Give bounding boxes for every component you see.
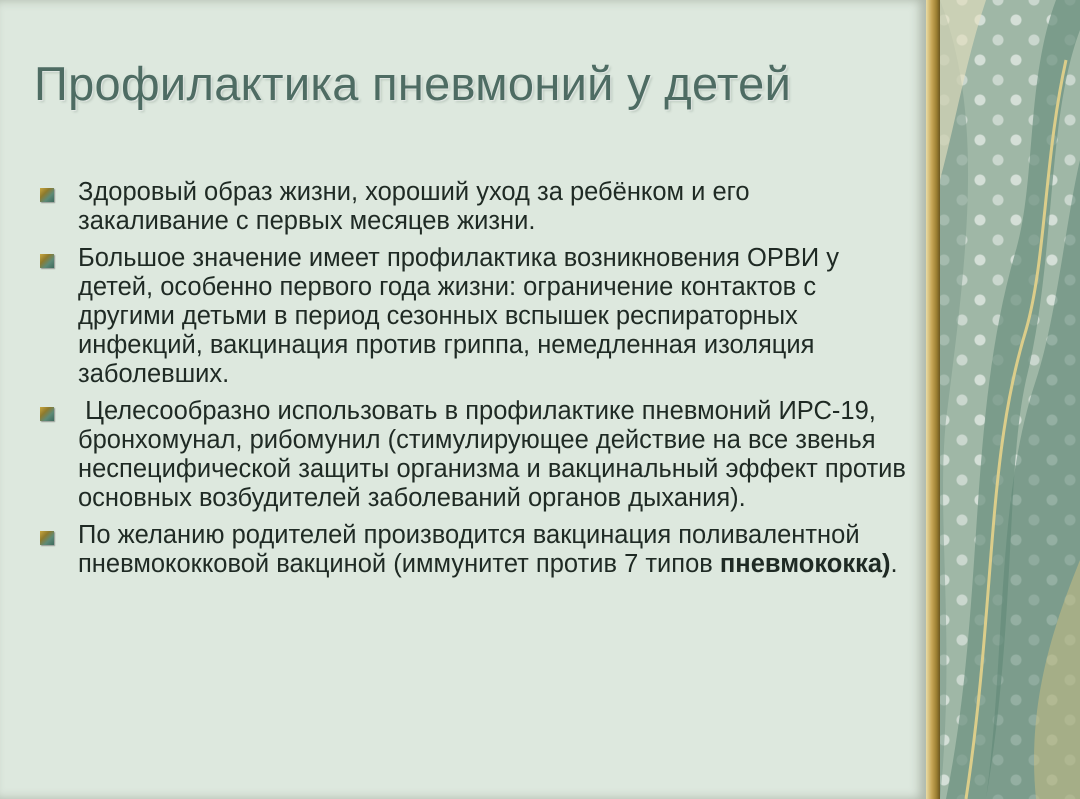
bullet-text: Целесообразно использовать в профилактике пневмоний ИРС-19, бронхомунал, рибомунил (стимулирующее действие на все звенья неспецифической защиты организма и вакцинальный эффект против основных возбудителей заболеваний органов дыхания). bbox=[78, 397, 914, 512]
square-bullet-icon bbox=[40, 188, 54, 202]
bullet-tail-text: . bbox=[890, 550, 898, 578]
bullet-item bbox=[36, 397, 914, 513]
bullet-item bbox=[36, 521, 906, 579]
slide-title: Профилактика пневмоний у детей bbox=[34, 57, 792, 110]
square-bullet-icon bbox=[40, 254, 54, 268]
bullet-bold-text: пневмококка) bbox=[719, 550, 891, 578]
bullet-text: Большое значение имеет профилактика возникновения ОРВИ у детей, особенно первого года жизни: ограничение контактов с другими детьми в период сезонных вспышек респираторных инфекций, вакцинация против гриппа, немедленная изоляция заболевших. bbox=[78, 244, 840, 388]
decorative-panel bbox=[926, 0, 1080, 799]
square-bullet-icon bbox=[40, 531, 54, 545]
bullet-text: Здоровый образ жизни, хороший уход за ребёнком и его закаливание с первых месяцев жизни. bbox=[78, 178, 750, 235]
bullet-text: По желанию родителей производится вакцинация поливалентной пневмококковой вакциной (иммунитет против 7 типов bbox=[78, 521, 860, 578]
bullet-item bbox=[36, 244, 906, 389]
square-bullet-icon bbox=[40, 407, 54, 421]
ribbon-decoration bbox=[926, 0, 1080, 799]
bullet-item bbox=[36, 178, 906, 236]
bullet-list bbox=[36, 178, 914, 587]
